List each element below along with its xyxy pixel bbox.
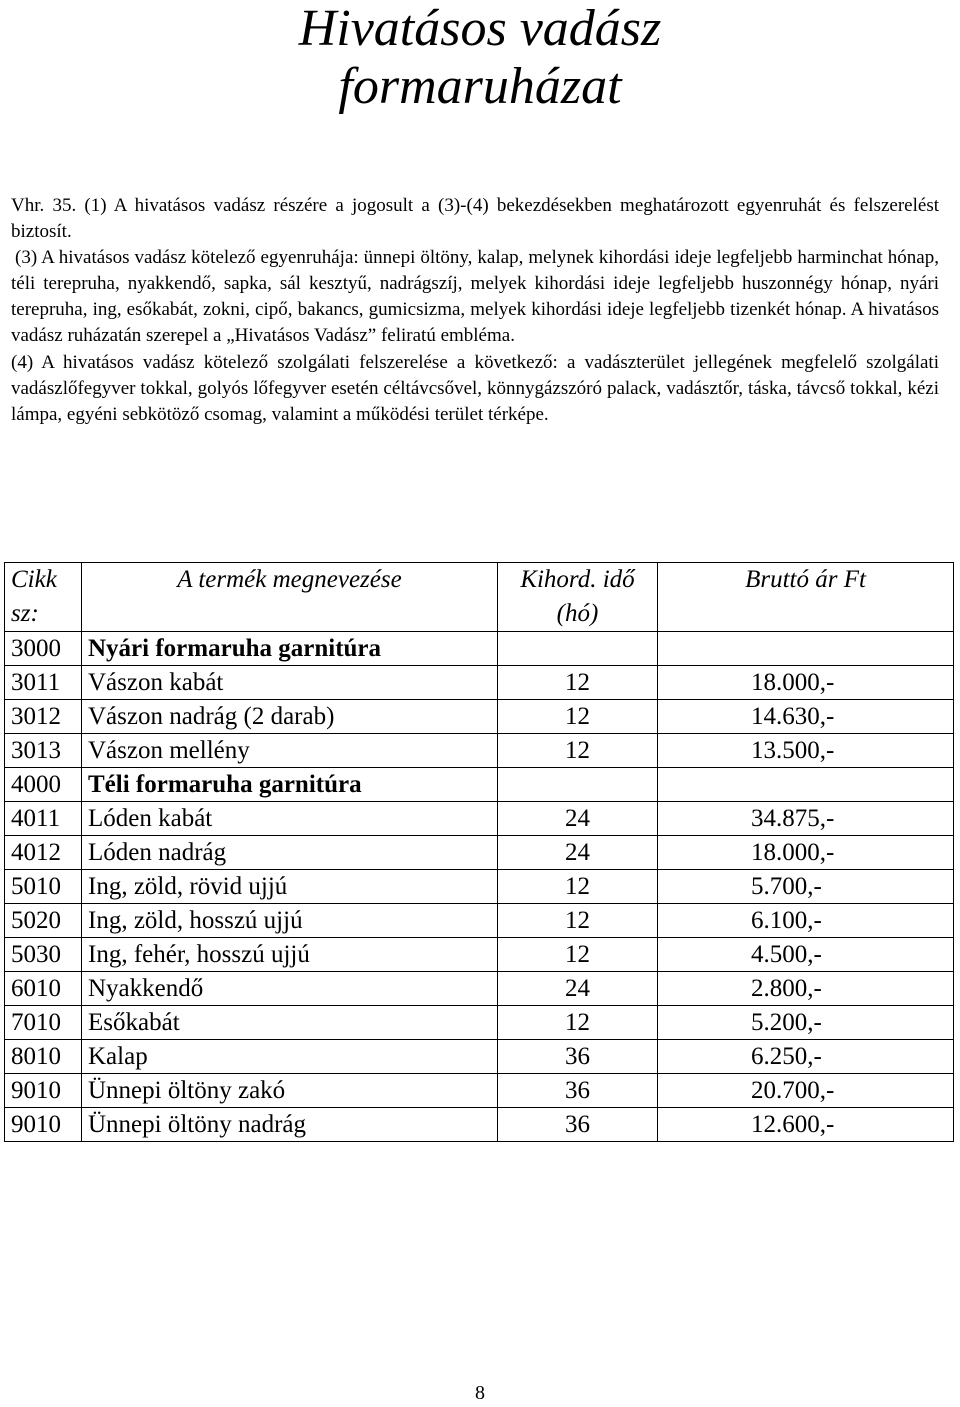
item-code-cell: 8010 [5, 1040, 82, 1074]
product-name-cell: Ünnepi öltöny zakó [82, 1074, 498, 1108]
table-header-row [5, 563, 954, 632]
item-code-cell: 3012 [5, 700, 82, 734]
header-item-code [5, 563, 82, 632]
wear-period-cell: 12 [498, 734, 658, 768]
wear-period-cell: 36 [498, 1108, 658, 1142]
product-name-cell: Vászon nadrág (2 darab) [82, 700, 498, 734]
gross-price-cell: 5.200,- [658, 1006, 954, 1040]
item-code-cell: 6010 [5, 972, 82, 1006]
item-code-cell: 5020 [5, 904, 82, 938]
wear-period-cell: 24 [498, 836, 658, 870]
table-row [5, 632, 954, 666]
product-name-cell: Vászon mellény [82, 734, 498, 768]
header-wear-period [498, 563, 658, 632]
table-row [5, 870, 954, 904]
gross-price-cell: 20.700,- [658, 1074, 954, 1108]
item-code-cell: 3011 [5, 666, 82, 700]
product-name-cell: Ünnepi öltöny nadrág [82, 1108, 498, 1142]
table-row [5, 1074, 954, 1108]
table-row [5, 734, 954, 768]
header-item-code-line-2: sz: [11, 600, 39, 627]
page-title-line-2: formaruházat [338, 58, 622, 115]
header-item-code-line-1: Cikk [11, 566, 57, 593]
table-row [5, 1108, 954, 1142]
table-row [5, 836, 954, 870]
item-code-cell: 4011 [5, 802, 82, 836]
table-row [5, 972, 954, 1006]
wear-period-cell: 24 [498, 802, 658, 836]
product-name-cell: Kalap [82, 1040, 498, 1074]
table-row [5, 938, 954, 972]
item-code-cell: 7010 [5, 1006, 82, 1040]
wear-period-cell: 12 [498, 870, 658, 904]
gross-price-cell: 18.000,- [658, 666, 954, 700]
item-code-cell: 5010 [5, 870, 82, 904]
table-row [5, 666, 954, 700]
gross-price-cell: 2.800,- [658, 972, 954, 1006]
wear-period-cell: 24 [498, 972, 658, 1006]
item-code-cell: 4012 [5, 836, 82, 870]
product-name-cell: Nyakkendő [82, 972, 498, 1006]
product-name-cell: Ing, fehér, hosszú ujjú [82, 938, 498, 972]
header-gross-price: Bruttó ár Ft [658, 563, 954, 632]
wear-period-cell: 12 [498, 1006, 658, 1040]
item-code-cell: 5030 [5, 938, 82, 972]
price-table [4, 562, 954, 1142]
wear-period-cell: 12 [498, 904, 658, 938]
page-number: 8 [475, 1382, 485, 1404]
gross-price-cell: 13.500,- [658, 734, 954, 768]
gross-price-cell [658, 632, 954, 666]
table-row [5, 768, 954, 802]
item-code-cell: 9010 [5, 1108, 82, 1142]
wear-period-cell [498, 632, 658, 666]
product-name-cell: Ing, zöld, hosszú ujjú [82, 904, 498, 938]
page-title [0, 0, 960, 116]
paragraph-intro: Vhr. 35. (1) A hivatásos vadász részére a jogosult a (3)-(4) bekezdésekben meghatározott egyenruhát és felszerelést biztosít. [11, 195, 939, 243]
wear-period-cell: 12 [498, 666, 658, 700]
item-code-cell: 9010 [5, 1074, 82, 1108]
paragraph-equipment: (4) A hivatásos vadász kötelező szolgálati felszerelése a következő: a vadászterület jellegének megfelelő szolgálati vadászlőfegyver tokkal, golyós lőfegyver esetén céltávcsővel, könnygázszóró palack, vadásztőr, táska, távcső tokkal, kézi lámpa, egyéni sebkötöző csomag, valamint a működési terület térképe. [11, 351, 939, 425]
product-name-cell: Esőkabát [82, 1006, 498, 1040]
wear-period-cell: 12 [498, 700, 658, 734]
table-row [5, 700, 954, 734]
body-text [11, 193, 939, 428]
gross-price-cell: 12.600,- [658, 1108, 954, 1142]
paragraph-uniform: (3) A hivatásos vadász kötelező egyenruhája: ünnepi öltöny, kalap, melynek kihordási ideje legfeljebb harminchat hónap, téli terepruha, nyakkendő, sapka, sál kesztyű, nadrágszíj, melyek kihordási ideje legfeljebb huszonnégy hónap, nyári terepruha, ing, esőkabát, zokni, cipő, bakancs, gumicsizma, melyek kihordási ideje legfeljebb tizenkét hónap. A hivatásos vadász ruházatán szerepel a „Hivatásos Vadász” feliratú embléma. [11, 247, 939, 347]
table-row [5, 802, 954, 836]
table-row [5, 1006, 954, 1040]
product-name-cell: Lóden kabát [82, 802, 498, 836]
gross-price-cell: 34.875,- [658, 802, 954, 836]
item-code-cell: 3000 [5, 632, 82, 666]
product-name-cell: Vászon kabát [82, 666, 498, 700]
gross-price-cell: 4.500,- [658, 938, 954, 972]
gross-price-cell [658, 768, 954, 802]
header-wear-period-line-2: (hó) [556, 600, 599, 627]
gross-price-cell: 5.700,- [658, 870, 954, 904]
gross-price-cell: 14.630,- [658, 700, 954, 734]
product-name-cell: Nyári formaruha garnitúra [82, 632, 498, 666]
product-name-cell: Ing, zöld, rövid ujjú [82, 870, 498, 904]
header-wear-period-line-1: Kihord. idő [520, 566, 635, 593]
product-name-cell: Téli formaruha garnitúra [82, 768, 498, 802]
table-row [5, 1040, 954, 1074]
product-name-cell: Lóden nadrág [82, 836, 498, 870]
item-code-cell: 4000 [5, 768, 82, 802]
page-title-line-1: Hivatásos vadász [298, 0, 662, 57]
header-product-name: A termék megnevezése [82, 563, 498, 632]
gross-price-cell: 6.250,- [658, 1040, 954, 1074]
wear-period-cell [498, 768, 658, 802]
gross-price-cell: 6.100,- [658, 904, 954, 938]
wear-period-cell: 36 [498, 1074, 658, 1108]
item-code-cell: 3013 [5, 734, 82, 768]
wear-period-cell: 36 [498, 1040, 658, 1074]
gross-price-cell: 18.000,- [658, 836, 954, 870]
wear-period-cell: 12 [498, 938, 658, 972]
table-row [5, 904, 954, 938]
